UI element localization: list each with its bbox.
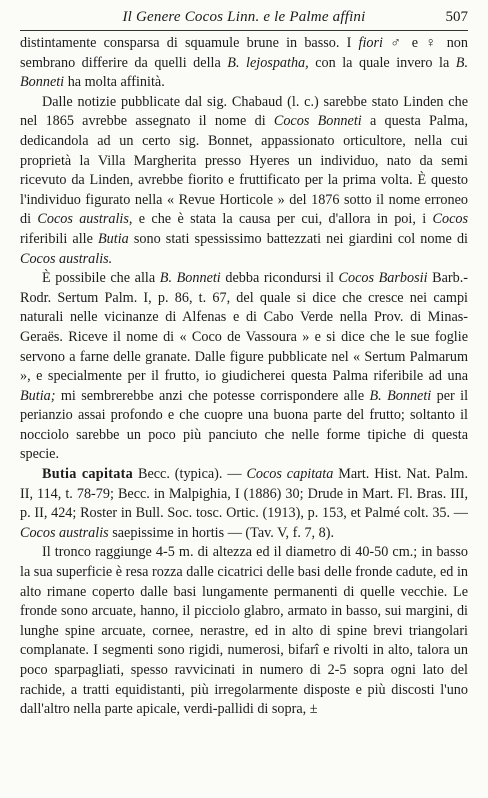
paragraph-continuation	[20, 34, 468, 93]
italic-run: Cocos australis,	[37, 211, 133, 228]
italic-run: Butia;	[20, 387, 56, 404]
text-run: distintamente consparsa di squamule brune in basso. I	[20, 35, 359, 51]
text-run: debba ricondursi il	[220, 270, 339, 287]
italic-run: B. Bonneti	[369, 387, 432, 404]
italic-run: Cocos Barbosii	[338, 270, 428, 287]
text-run: saepissime in hortis — (Tav. V, f. 7, 8).	[108, 524, 335, 541]
text-run: riferibili alle	[20, 230, 98, 247]
italic-run: Cocos Bonneti	[273, 113, 362, 130]
page-body	[20, 34, 468, 720]
text-run: a questa Palma, dedicandola ad un certo sig. Bonnet, appassionato orticultore, nella cui proprietà la Villa Margherita presso Hyeres un individuo, nato da semi ricevuto da Linden, avrebbe fiorito e fruttificato per la prima volta. È questo l'individuo figurato nella « Revue Horticole » del 1876 sotto il nome erroneo di	[20, 113, 468, 228]
text-run: e che è stata la causa per cui, d'allora in poi, i	[132, 211, 433, 228]
text-run: mi sembrerebbe anzi che potesse corrispondere alle	[55, 387, 370, 404]
italic-run: B. lejospatha,	[227, 54, 309, 71]
paragraph-tronco-description	[20, 543, 468, 719]
text-run: ha molta affinità.	[64, 74, 165, 91]
species-name: Butia capitata	[42, 466, 134, 483]
page-number: 507	[445, 9, 468, 25]
italic-run: Cocos australis.	[20, 250, 113, 267]
running-title: Il Genere Cocos Linn. e le Palme affini	[122, 9, 366, 25]
text-run: ♂ e ♀ non sembrano differire da quelli della	[20, 35, 468, 71]
species-heading-butia-capitata	[20, 465, 468, 543]
text-run: Il tronco raggiunge 4-5 m. di altezza ed il diametro di 40-50 cm.; in basso la sua superficie è resa rozza dalle cicatrici delle basi delle fronde cadute, ed in alto rimane coperto dalle basi lungamente permanenti di quelle vecchie. Le fronde sono arcuate, hanno, il picciolo glabro, armato in basso, sui margini, di lunghe spine arcuate, cornee, nerastre, ed in alto di spine brevi triangolari complanate. I segmenti sono rigidi, numerosi, bifarî e rivolti in alto, talora un poco sparpagliati, spesso ravvicinati in numero di 2-5 sopra ogni lato del rachide, a tratti equidistanti, più irregolarmente disposte e più discosti l'uno dall'altro nella parte apicale, verdi-pallidi di sopra, ±	[20, 544, 468, 718]
paragraph-cocos-barbosii	[20, 269, 468, 465]
text-run: Mart. Hist. Nat. Palm. II, 114, t. 78-79; Becc. in Malpighia, I (1886) 30; Drude in Mart. Fl. Bras. III, p. II, 424; Roster in Bull. Soc. tosc. Ortic. (1913), p. 153, et Palmé colt. 35. —	[20, 466, 468, 522]
italic-run: Cocos australis	[20, 524, 109, 541]
italic-run: B. Bonneti	[159, 270, 221, 287]
text-run: Dalle notizie pubblicate dal sig. Chabaud (l. c.) sarebbe stato Linden che nel 1865 avrebbe assegnato il nome di	[20, 93, 468, 130]
running-header	[20, 8, 468, 31]
text-run: Becc. (typica). —	[133, 466, 247, 483]
text-run: per il perianzio assai profondo e che cuopre una buona parte del frutto; soltanto il nocciolo sarebbe un poco più panciuto che nelle forme tipiche di questa specie.	[20, 387, 469, 463]
italic-run: Butia	[98, 230, 129, 247]
text-run: sono stati spessissimo battezzati nei giardini col nome di	[128, 230, 468, 247]
italic-run: Cocos	[432, 211, 468, 228]
text-run: Barb.-Rodr. Sertum Palm. I, p. 86, t. 67, del quale si dice che cresce nei campi naturali nelle vicinanze di Alfenas e di Cabo Verde nella Prov. di Minas-Geraës. Riceve il nome di « Coco de Vassoura » e si dice che le sue foglie servono a farne delle granate. Dalle figure pubblicate nel « Sertum Palmarum », e specialmente per il frutto, io giudicherei questa Palma riferibile ad una	[20, 270, 468, 385]
italic-run: fiori	[358, 35, 383, 51]
text-run: È possibile che alla	[42, 270, 160, 287]
italic-run: B. Bonneti	[20, 54, 468, 91]
paragraph-chabaud-notes	[20, 93, 468, 269]
text-run: con la quale invero la	[308, 54, 456, 71]
italic-run: Cocos capitata	[246, 466, 334, 483]
